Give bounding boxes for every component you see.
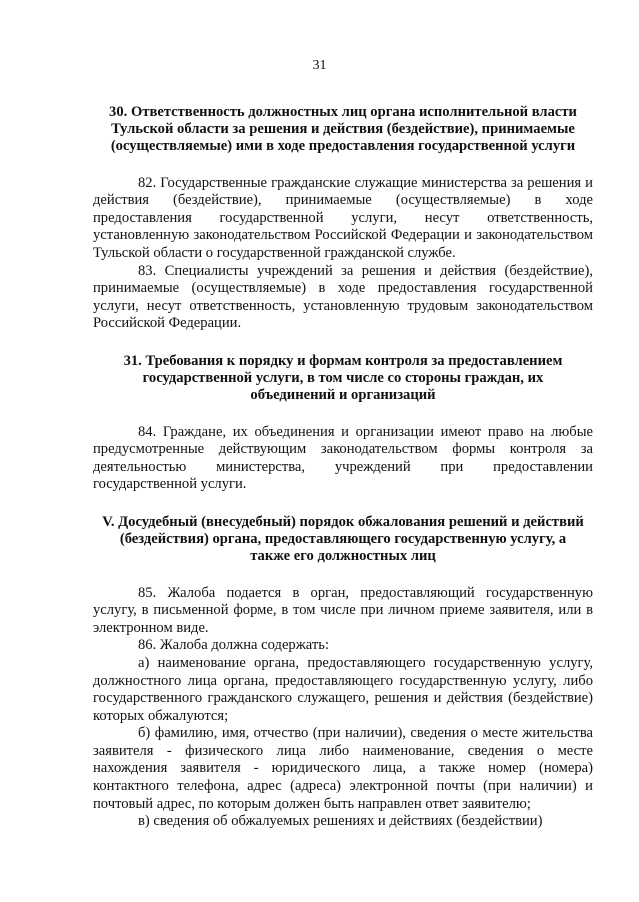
heading-line: 31. Требования к порядку и формам контроля за предоставлением [123, 352, 563, 369]
paragraph-86-v: в) сведения об обжалуемых решениях и действиях (бездействии) [138, 813, 543, 830]
paragraph-84: 84. Граждане, их объединения и организации имеют право на любые предусмотренные действующим законодательством формы контроля за деятельностью министерства, учреждений при предоставлении государственной услуги. [93, 423, 593, 493]
heading-line: V. Досудебный (внесудебный) порядок обжалования решений и действий [102, 513, 584, 530]
document-body [93, 104, 593, 831]
heading-line: 30. Ответственность должностных лиц органа исполнительной власти [109, 104, 577, 120]
page-number: 31 [312, 58, 327, 73]
section-heading-v [93, 514, 593, 566]
paragraph-83: 83. Специалисты учреждений за решения и действия (бездействие), принимаемые (осуществляемые) в ходе предоставления государственной услуги, несут ответственность, установленную трудовым законодательством Российской Федерации. [93, 262, 593, 332]
paragraph-86-a: а) наименование органа, предоставляющего государственную услугу, должностного лица органа, предоставляющего государственную услугу, либо государственного гражданского служащего, решения и действия (бездействие) которых обжалуются; [93, 654, 593, 724]
paragraph-86: 86. Жалоба должна содержать: [138, 637, 329, 654]
paragraph-86-b: б) фамилию, имя, отчество (при наличии), сведения о месте жительства заявителя - физического лица либо наименование, сведения о месте нахождения заявителя - юридического лица, а также номер (номера) контактного телефона, адрес (адреса) электронной почты (при наличии) и почтовый адрес, по которым должен быть направлен ответ заявителю; [93, 725, 593, 812]
heading-line: (осуществляемые) ими в ходе предоставления государственной услуги [110, 138, 576, 155]
section-heading-31 [93, 353, 593, 405]
heading-line: также его должностных лиц [250, 548, 436, 565]
heading-line: государственной услуги, в том числе со стороны граждан, их [142, 370, 544, 387]
heading-line: объединений и организаций [250, 387, 436, 404]
section-heading-30 [93, 104, 593, 156]
heading-line: (бездействия) органа, предоставляющего государственную услугу, а [119, 531, 567, 548]
paragraph-82: 82. Государственные гражданские служащие министерства за решения и действия (бездействие), принимаемые (осуществляемые) в ходе предоставления государственной услуги, несут ответственность, установленную законодательством Российской Федерации и законодательством Тульской области о государственной гражданской службе. [93, 174, 593, 261]
heading-line: Тульской области за решения и действия (бездействие), принимаемые [111, 121, 575, 138]
paragraph-85: 85. Жалоба подается в орган, предоставляющий государственную услугу, в письменной форме, в том числе при личном приеме заявителя, или в электронном виде. [93, 584, 593, 636]
